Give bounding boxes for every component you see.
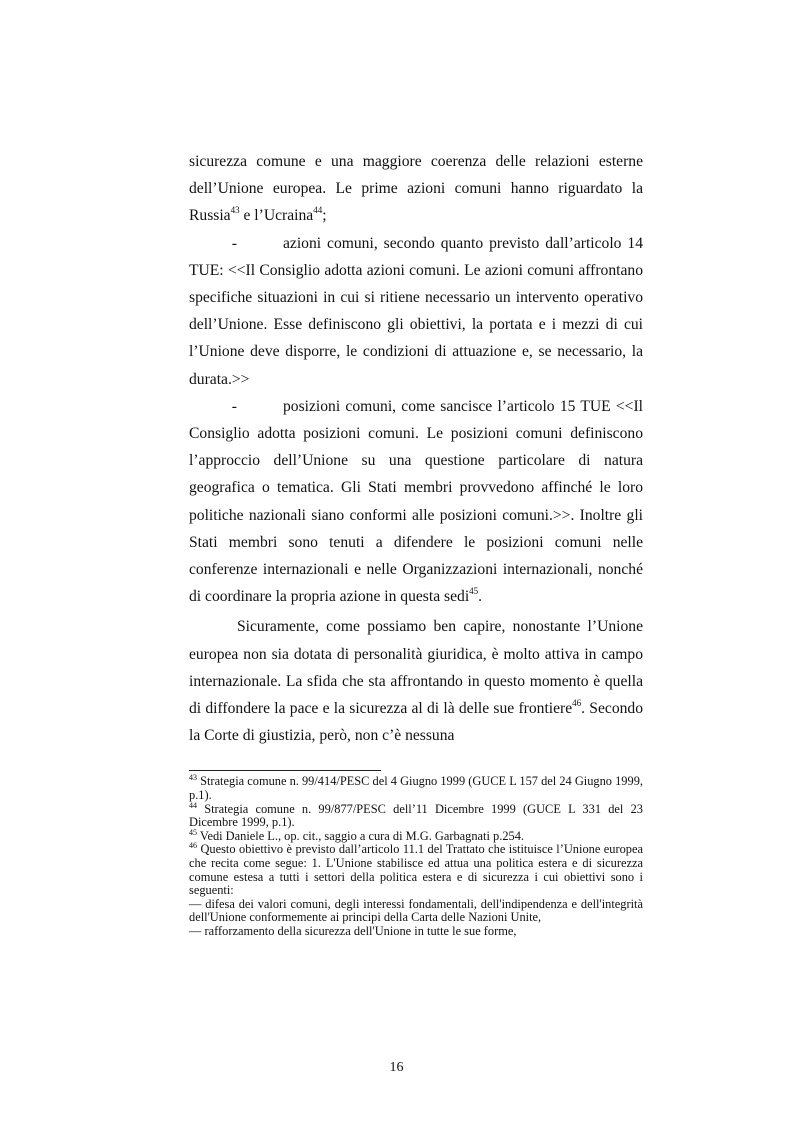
- footnote-separator: [189, 770, 381, 771]
- footnote-line: — difesa dei valori comuni, degli interessi fondamentali, dell'indipendenza e dell'integrità dell'Unione conformemente ai principi della Carta delle Nazioni Unite,: [189, 896, 643, 925]
- footnote: $^{46}$ Questo obiettivo è previsto dall’articolo 11.1 del Trattato che istituisce l’Unione europea che recita come segue: 1. L'Unione stabilisce ed attua una politica estera e di sicurezza comune estesa a tutti i settori della politica estera e di sicurezza i cui obiettivi sono i seguenti:: [189, 841, 643, 898]
- footnote-ref: 46: [572, 697, 582, 708]
- footnote-ref: 45: [469, 586, 479, 597]
- footnote-ref: 43: [230, 205, 240, 216]
- footnote-line: — rafforzamento della sicurezza dell'Unione in tutte le sue forme,: [189, 924, 517, 938]
- main-text: [189, 148, 643, 749]
- bullet-item: - azioni comuni, secondo quanto previsto dall’articolo 14 TUE: <<Il Consiglio adotta azioni comuni. Le azioni comuni affrontano specifiche situazioni in cui si ritiene necessario un intervento operativo dell’Unione. Esse definiscono gli obiettivi, la portata e i mezzi di cui l’Unione deve disporre, le condizioni di attuazione e, se necessario, la durata.>>: [189, 230, 643, 393]
- paragraph: Sicuramente, come possiamo ben capire, nonostante l’Unione europea non sia dotata di personalità giuridica, è molto attiva in campo internazionale. La sfida che sta affrontando in questo momento è quella di diffondere la pace e la sicurezza al di là delle sue frontiere$^{46}$. Secondo la Corte di giustizia, però, non c’è nessuna: [189, 618, 644, 745]
- page-number: 16: [389, 1060, 404, 1075]
- footnote: $^{45}$ Vedi Daniele L., op. cit., saggio a cura di M.G. Garbagnati p.254.: [189, 827, 525, 843]
- bullet-item: - posizioni comuni, come sancisce l’articolo 15 TUE <<Il Consiglio adotta posizioni comuni. Le posizioni comuni definiscono l’approccio dell’Unione su una questione particolare di natura geografica o tematica. Gli Stati membri provvedono affinché le loro politiche nazionali siano conformi alle posizioni comuni.>>. Inoltre gli Stati membri sono tenuti a difendere le posizioni comuni nelle conferenze internazionali e nelle Organizzazioni internazionali, nonché di coordinare la propria azione in questa sedi$^{45}$.: [189, 393, 643, 611]
- footnote: $^{43}$ Strategia comune n. 99/414/PESC del 4 Giugno 1999 (GUCE L 157 del 24 Giugno 1999, p.1).: [189, 773, 643, 803]
- page-content: [189, 148, 643, 939]
- footnotes: [189, 775, 643, 938]
- bullet-dash: -: [231, 234, 237, 252]
- bullet-dash: -: [231, 397, 237, 415]
- footnote: $^{44}$ Strategia comune n. 99/877/PESC dell’11 Dicembre 1999 (GUCE L 331 del 23 Dicembre 1999, p.1).: [189, 800, 643, 830]
- paragraph: sicurezza comune e una maggiore coerenza delle relazioni esterne dell’Unione europea. Le prime azioni comuni hanno riguardato la Russia$^{43}$ e l’Ucraina$^{44}$;: [189, 153, 643, 225]
- footnote-ref: 44: [313, 205, 323, 216]
